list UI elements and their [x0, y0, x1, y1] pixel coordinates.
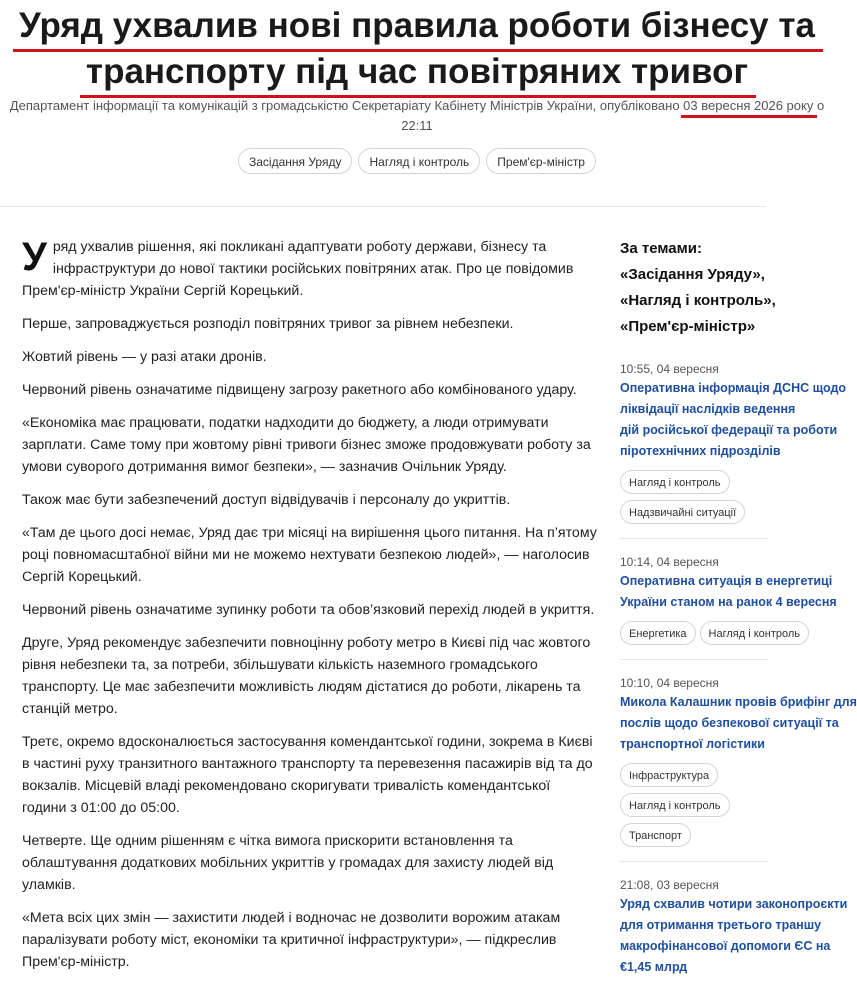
- news-title-line: Микола Калашник провів брифінг для: [620, 695, 857, 709]
- news-title-link[interactable]: [620, 894, 848, 978]
- news-divider: [620, 538, 768, 539]
- article-paragraph: Перше, запроваджується розподіл повітряних тривог за рівнем небезпеки.: [22, 316, 514, 332]
- page-title-line-2: [84, 50, 750, 94]
- news-title-line: України станом на ранок 4 вересня: [620, 595, 837, 609]
- tag-chip[interactable]: Енергетика: [620, 621, 696, 645]
- news-title-line: Оперативна інформація ДСНС щодо: [620, 381, 847, 395]
- news-title-link[interactable]: [620, 692, 857, 755]
- news-item: [620, 360, 847, 539]
- news-title-link[interactable]: [620, 571, 837, 613]
- news-item: [620, 876, 848, 978]
- tag-chip[interactable]: Нагляд і контроль: [620, 470, 730, 494]
- news-tags: [620, 470, 834, 530]
- article-meta: [0, 96, 834, 136]
- news-title-line: дій російської федерації та роботи: [620, 423, 838, 437]
- sidebar-heading-line: «Засідання Уряду»,: [620, 266, 765, 283]
- news-tags: [620, 763, 834, 853]
- news-item: [620, 674, 857, 862]
- article-paragraph: «Там де цього досі немає, Уряд дає три місяці на вирішення цього питання. На п’ятому році повномасштабної війни ми не можемо нехтувати безпекою людей», — наголосив Сергій Корецький.: [22, 525, 597, 585]
- page-title-line-1: [17, 4, 817, 48]
- sidebar-heading-line: «Нагляд і контроль»,: [620, 292, 776, 309]
- article-paragraph: Друге, Уряд рекомендує забезпечити повноцінну роботу метро в Києві під час жовтого рівня небезпеки та, за потреби, збільшувати кількість наземного громадського транспорту. Це має забезпечити можливість людям дістатися до роботи, лікарень та станцій метро.: [22, 635, 591, 717]
- date-underline: [681, 115, 817, 118]
- article-paragraph: Також має бути забезпечений доступ відвідувачів і персоналу до укриттів.: [22, 492, 511, 508]
- news-tags: [620, 621, 834, 651]
- drop-cap: У: [22, 235, 47, 279]
- news-title-line: макрофінансової допомоги ЄС на: [620, 939, 831, 953]
- tag-chip[interactable]: Транспорт: [620, 823, 691, 847]
- tag-chip[interactable]: Надзвичайні ситуації: [620, 500, 745, 524]
- title-line-1-wrap: [0, 4, 834, 48]
- meta-time: 22:11: [401, 118, 433, 133]
- meta-suffix: о: [813, 98, 825, 113]
- tag-chip[interactable]: Нагляд і контроль: [358, 148, 480, 174]
- article-paragraph: «Економіка має працювати, податки надходити до бюджету, а люди отримувати зарплати. Саме тому при жовтому рівні тривоги бізнес зможе продовжувати роботу за умови суворого дотримання вимог безпеки», — зазначив Очільник Уряду.: [22, 415, 591, 475]
- page-title-text-1: Уряд ухвалив нові правила роботи бізнесу та: [19, 6, 815, 45]
- article-paragraph: Червоний рівень означатиме підвищену загрозу ракетного або комбінованого удару.: [22, 382, 577, 398]
- article-paragraph: Червоний рівень означатиме зупинку роботи та обов’язковий перехід людей в укриття.: [22, 602, 595, 618]
- news-title-line: Уряд схвалив чотири законопроєкти: [620, 897, 848, 911]
- news-item: [620, 553, 837, 660]
- article-paragraph: [22, 236, 598, 302]
- news-time: 10:14, 04 вересня: [620, 555, 719, 569]
- article-paragraph: «Мета всіх цих змін — захистити людей і водночас не дозволити ворожим атакам паралізувати роботу міст, економіки та критичної інфраструктури», — підкреслив Прем'єр-міністр.: [22, 910, 561, 970]
- related-sidebar: [620, 236, 857, 974]
- paragraph-text: ряд ухвалив рішення, які покликані адаптувати роботу держави, бізнесу та інфраструктури до нової тактики російських повітряних атак. Про це повідомив Прем'єр-міністр України Сергій Корецький.: [22, 239, 574, 299]
- news-title-line: ліквідації наслідків ведення: [620, 402, 796, 416]
- news-time: 10:10, 04 вересня: [620, 676, 719, 690]
- title-line-2-wrap: [0, 50, 834, 94]
- meta-source: Департамент інформації та комунікацій з громадськістю Секретаріату Кабінету Міністрів України, опубліковано: [9, 98, 684, 113]
- page-title-text-2: транспорту під час повітряних тривог: [85, 52, 749, 91]
- tag-chip[interactable]: Нагляд і контроль: [620, 793, 730, 817]
- sidebar-heading-line: За темами:: [620, 240, 702, 257]
- tag-chip[interactable]: Засідання Уряду: [238, 148, 352, 174]
- news-divider: [620, 861, 768, 862]
- article-paragraph: Четверте. Ще одним рішенням є чітка вимога прискорити встановлення та облаштування додаткових мобільних укриттів у громадах для захисту людей від уламків.: [22, 833, 554, 893]
- news-title-line: піротехнічних підрозділів: [620, 444, 781, 458]
- tag-chip[interactable]: Інфраструктура: [620, 763, 718, 787]
- news-title-line: послів щодо безпекової ситуації та: [620, 716, 839, 730]
- news-title-line: для отримання третього траншу: [620, 918, 822, 932]
- article-paragraph: Жовтий рівень — у разі атаки дронів.: [22, 349, 267, 365]
- news-title-line: €1,45 млрд: [620, 960, 688, 974]
- meta-date: [683, 96, 813, 116]
- article-paragraph: Третє, окремо вдосконалюється застосування комендантської години, зокрема в Києві в частині руху транзитного вантажного транспорту та перевезення пасажирів від та до вокзалів. Місцевій владі рекомендовано скоригувати тривалість комендантської години з 01:00 до 05:00.: [22, 734, 593, 816]
- tag-chip[interactable]: Нагляд і контроль: [700, 621, 810, 645]
- tag-chip[interactable]: Прем'єр-міністр: [486, 148, 596, 174]
- article-tags: [0, 148, 834, 174]
- news-title-line: транспортної логістики: [620, 737, 765, 751]
- sidebar-heading: [620, 236, 834, 340]
- news-divider: [620, 659, 768, 660]
- article-body: [22, 236, 598, 984]
- news-title-link[interactable]: [620, 378, 847, 462]
- sidebar-heading-line: «Прем'єр-міністр»: [620, 318, 756, 335]
- news-time: 21:08, 03 вересня: [620, 878, 719, 892]
- meta-date-text: 03 вересня 2026 року: [683, 98, 814, 113]
- news-time: 10:55, 04 вересня: [620, 362, 719, 376]
- news-title-line: Оперативна ситуація в енергетиці: [620, 574, 833, 588]
- header-divider: [0, 206, 766, 207]
